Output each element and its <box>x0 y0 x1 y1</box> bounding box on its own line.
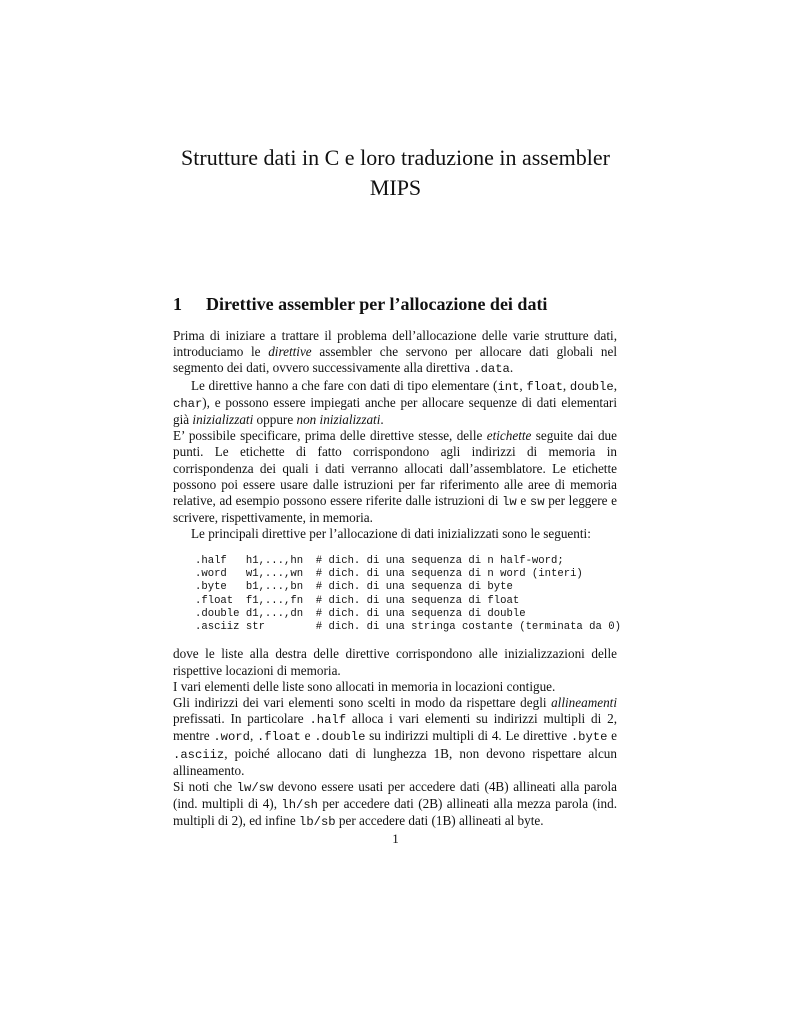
paragraph-directives-intro: Le principali direttive per l’allocazione di dati inizializzati sono le seguenti: <box>191 526 591 542</box>
paragraph-alignment: Gli indirizzi dei vari elementi sono scelti in modo da rispettare degli allineamenti prefissati. In particolare .half alloca i vari elementi su indirizzi multipli di 2, mentre .word, .float e .double su indirizzi multipli di 4. Le direttive .byte e .asciiz, poiché allocano dati di lunghezza 1B, non devono rispettare alcun allineamento. <box>173 695 617 778</box>
body-text <box>173 328 621 831</box>
code-line: .word w1,...,wn # dich. di una sequenza di n word (interi) <box>195 567 583 580</box>
paragraph-types: Le direttive hanno a che fare con dati di tipo elementare (int, float, double, char), e possono essere impiegati anche per allocare sequenze di dati elementari già inizializzati oppure non inizializzati. <box>173 377 618 428</box>
title-line-2: MIPS <box>369 175 422 200</box>
code-line: .float f1,...,fn # dich. di una sequenza di float <box>195 594 520 607</box>
code-line: .half h1,...,hn # dich. di una sequenza di n half-word; <box>195 554 564 567</box>
paragraph-access: Si noti che lw/sw devono essere usati per accedere dati (4B) allineati alla parola (ind. multipli di 4), lh/sh per accedere dati (2B) allineati alla mezza parola (ind. multipli di 2), ed infine lb/sb per accedere dati (1B) allineati al byte. <box>173 779 617 830</box>
section-heading <box>173 292 623 316</box>
document-title <box>0 143 791 203</box>
paragraph-lists: dove le liste alla destra delle direttive corrispondono alle inizializzazioni delle rispettive locazioni di memoria. <box>173 646 617 678</box>
section-number: 1 <box>173 294 182 314</box>
paragraph-labels: E’ possibile specificare, prima delle direttive stesse, delle etichette seguite dai due punti. Le etichette di fatto corrispondono agli indirizzi di memoria in corrispondenza dei quali i dati verranno allocati dall’assemblatore. Le etichette possono poi essere usare dalle istruzioni per far riferimento alle aree di memoria relative, ad esempio possono essere riferite dalle istruzioni di lw e sw per leggere e scrivere, rispettivamente, in memoria. <box>173 428 617 526</box>
code-line: .double d1,...,dn # dich. di una sequenza di double <box>195 607 526 620</box>
page-number: 1 <box>392 831 399 846</box>
code-line: .byte b1,...,bn # dich. di una sequenza di byte <box>195 581 513 594</box>
section-title: Direttive assembler per l’allocazione dei dati <box>206 294 548 314</box>
paragraph-contiguous: I vari elementi delle liste sono allocati in memoria in locazioni contigue. <box>173 678 556 694</box>
code-line: .asciiz str # dich. di una stringa costante (terminata da 0) <box>195 621 621 634</box>
title-line-1: Strutture dati in C e loro traduzione in assembler <box>181 145 610 170</box>
code-listing <box>195 554 621 635</box>
paragraph-intro: Prima di iniziare a trattare il problema dell’allocazione delle varie strutture dati, introduciamo le direttive assembler che servono per allocare dati globali nel segmento dei dati, ovvero successivamente alla direttiva .data. <box>173 328 617 377</box>
